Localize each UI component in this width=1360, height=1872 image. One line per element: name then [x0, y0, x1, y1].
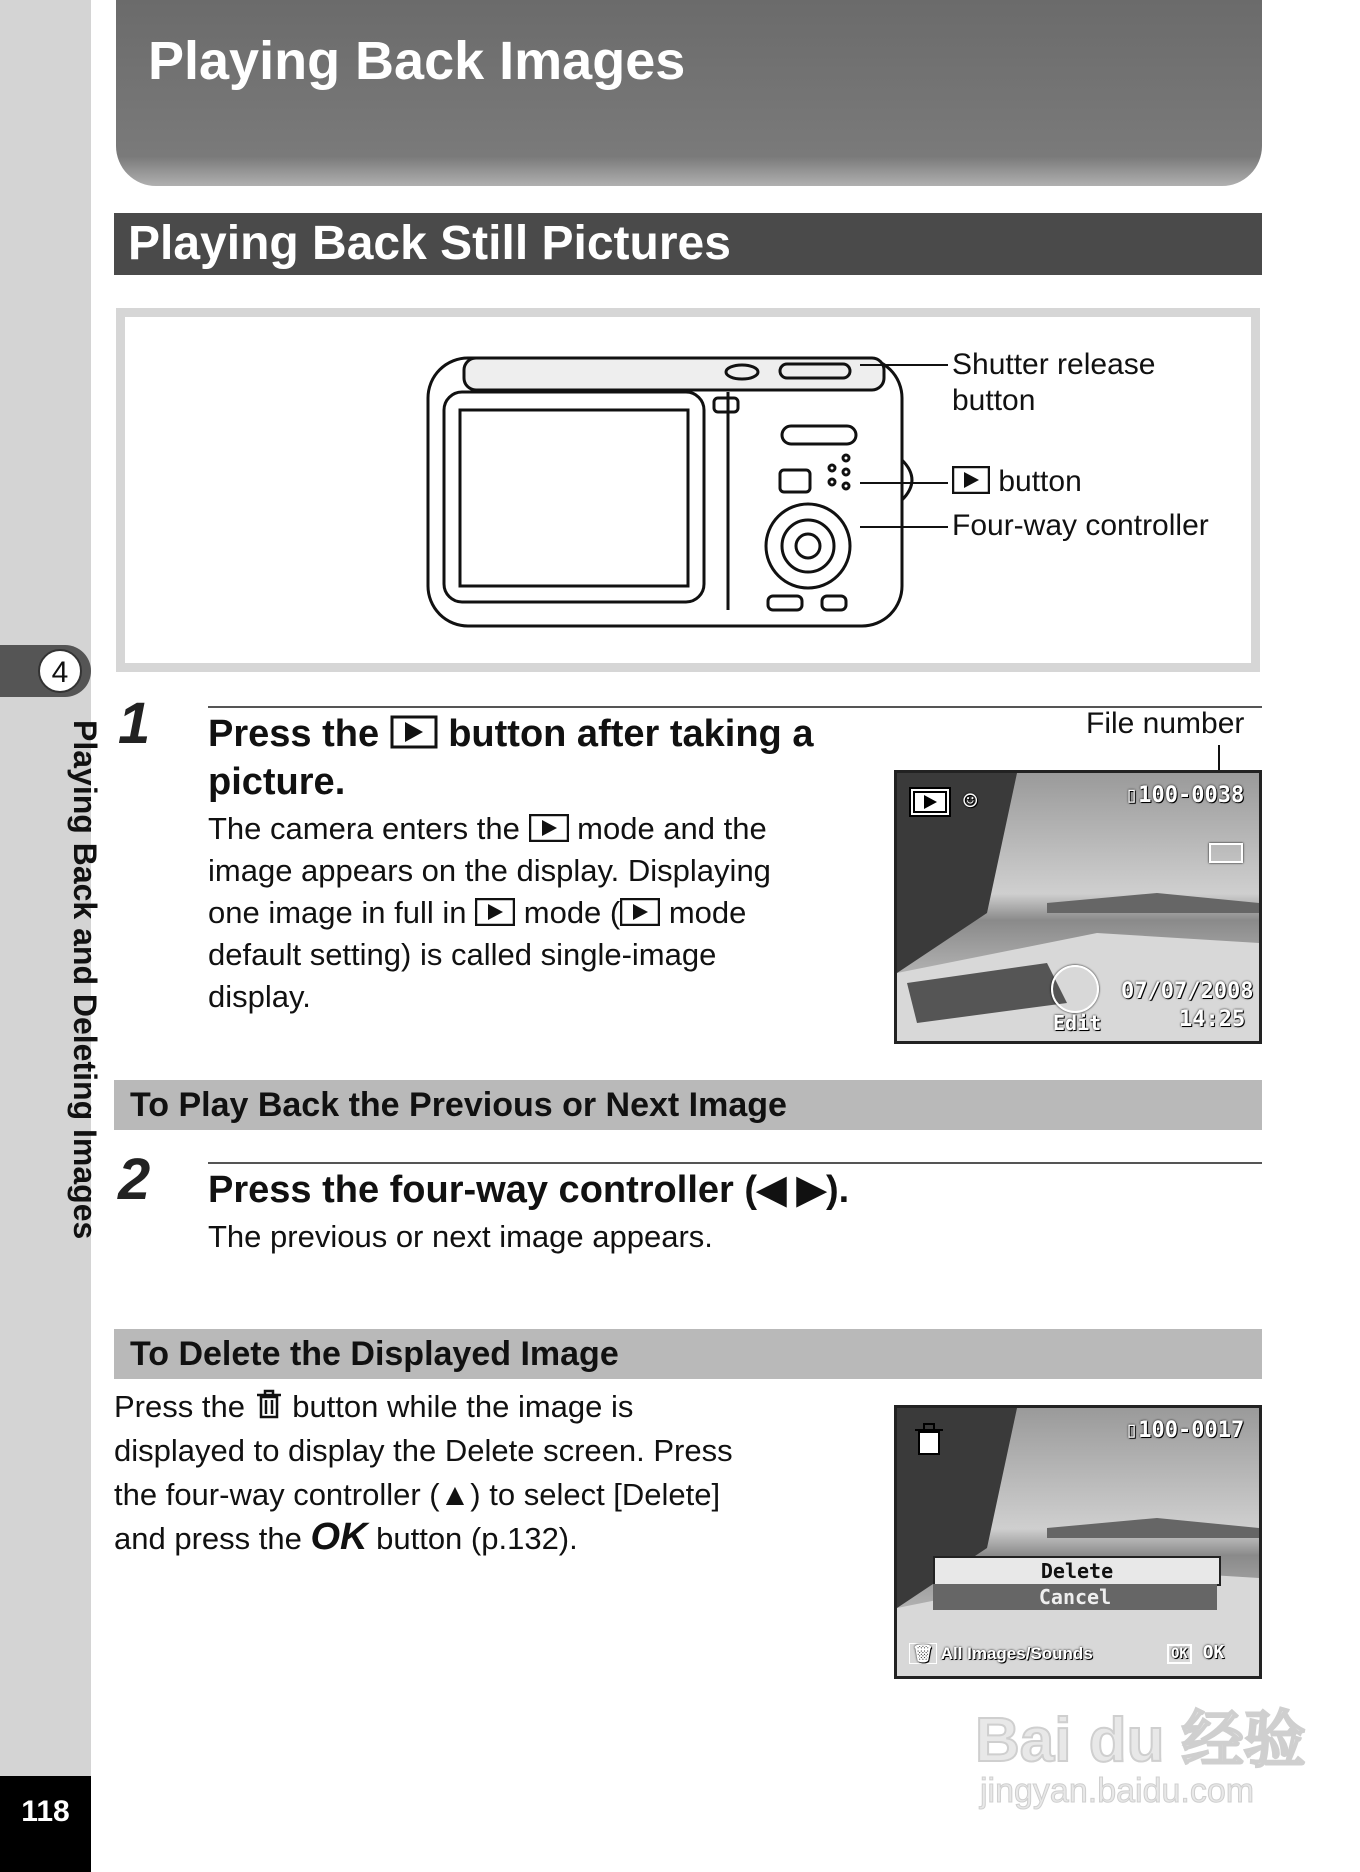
play-icon [620, 898, 660, 926]
delete-line1 [114, 1386, 633, 1428]
delete-line4 [114, 1516, 578, 1560]
delete-text: Press the [114, 1389, 245, 1424]
chapter-title: Playing Back and Deleting Images [67, 720, 103, 1240]
step1-body-text: mode ( [523, 895, 621, 930]
face-detect-icon: ☺ [963, 787, 978, 815]
step1-body-line2: image appears on the display. Displaying [208, 853, 771, 888]
playback-screen [894, 770, 1262, 1044]
play-icon [909, 787, 951, 817]
delete-text: button (p.132). [376, 1521, 578, 1556]
callout-shutter-line2: button [952, 384, 1036, 417]
ok-key-label: OK [310, 1516, 368, 1558]
delete-text: and press the [114, 1521, 302, 1556]
callout-four-way: Four-way controller [952, 509, 1209, 542]
play-icon [952, 466, 990, 494]
section-title: Playing Back Still Pictures [128, 217, 731, 270]
step1-body-line5: display. [208, 979, 311, 1014]
beach-photo [897, 1408, 1259, 1676]
step2-heading: Press the four-way controller (◀ ▶). [208, 1169, 850, 1211]
screen-file-number: ▯100-0038 [1125, 783, 1245, 808]
page-title: Playing Back Images [148, 31, 686, 91]
step2-body: The previous or next image appears. [208, 1219, 713, 1254]
screen-ok-control [1167, 1642, 1224, 1663]
step1-heading-line2: picture. [208, 761, 346, 803]
step1-heading-post: button after taking a [448, 713, 814, 755]
ok-key-icon: OK [1167, 1644, 1192, 1664]
menu-cancel-option[interactable]: Cancel [933, 1584, 1217, 1610]
screen-file-number-value: 100-0017 [1138, 1418, 1245, 1443]
trash-key-icon: 🗑 [909, 1643, 937, 1664]
screen-all-images-label: All Images/Sounds [940, 1644, 1093, 1663]
step1-heading-line1 [208, 710, 813, 758]
callout-lines [860, 355, 950, 545]
delete-screen [894, 1405, 1262, 1679]
watermark-brand: Bai du 经验 [975, 1706, 1306, 1775]
screen-date: 07/07/2008 [1121, 979, 1254, 1004]
step1-number: 1 [118, 691, 151, 756]
watermark-url: jingyan.baidu.com [980, 1772, 1255, 1810]
delete-line3: the four-way controller (▲) to select [Delete] [114, 1477, 721, 1512]
step2-number: 2 [118, 1147, 151, 1212]
callout-play-button [952, 464, 1082, 500]
step1-body-line4: default setting) is called single-image [208, 937, 717, 972]
battery-icon [1209, 843, 1243, 863]
callout-play-label: button [998, 465, 1082, 498]
screen-file-number-value: 100-0038 [1138, 783, 1245, 808]
step1-body-line3 [208, 892, 746, 934]
play-icon [390, 715, 438, 749]
subsection-title-delete: To Delete the Displayed Image [130, 1335, 619, 1373]
screen-ok-label: OK [1202, 1642, 1225, 1663]
play-icon [529, 814, 569, 842]
screen-bottom-left [909, 1644, 1093, 1664]
screen-time: 14:25 [1179, 1007, 1246, 1032]
four-way-icon [1051, 965, 1099, 1013]
page-number: 118 [21, 1795, 70, 1828]
trash-icon [911, 1418, 947, 1458]
step1-body-line1 [208, 808, 767, 850]
trash-icon [254, 1388, 284, 1420]
step1-body-text: mode and the [577, 811, 767, 846]
play-icon [475, 898, 515, 926]
file-number-label: File number [1086, 707, 1245, 740]
delete-text: button while the image is [292, 1389, 634, 1424]
step1-body-text: one image in full in [208, 895, 467, 930]
menu-delete-option[interactable]: Delete [933, 1556, 1221, 1586]
chapter-number: 4 [38, 649, 82, 693]
callout-shutter-line1: Shutter release [952, 348, 1156, 381]
step1-heading-pre: Press the [208, 713, 380, 755]
step2-rule [208, 1162, 1262, 1164]
screen-edit-label: Edit [1053, 1011, 1102, 1035]
screen-file-number: ▯100-0017 [1125, 1418, 1245, 1443]
step1-body-text: mode [668, 895, 747, 930]
subsection-title-prev-next: To Play Back the Previous or Next Image [130, 1086, 787, 1124]
delete-line2: displayed to display the Delete screen. Press [114, 1433, 733, 1468]
step1-body-text: The camera enters the [208, 811, 520, 846]
header-banner [116, 0, 1262, 186]
